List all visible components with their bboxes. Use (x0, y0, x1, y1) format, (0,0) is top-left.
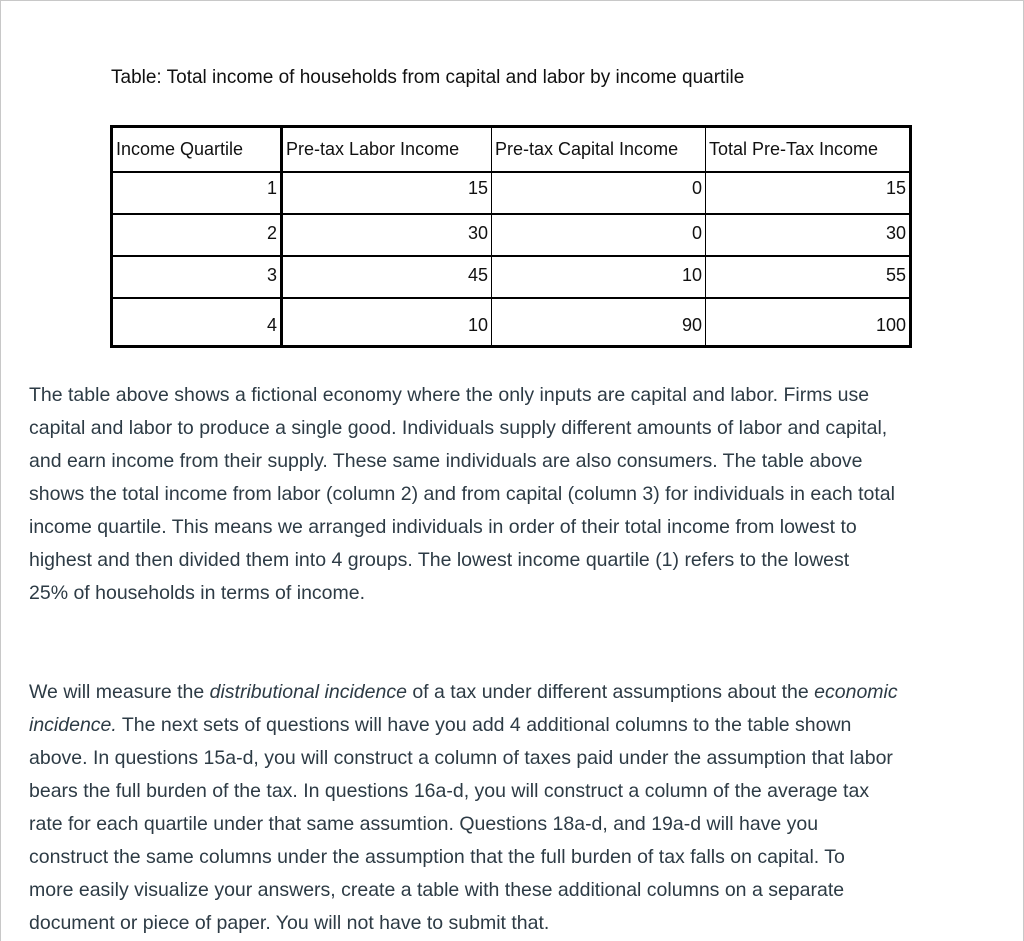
paragraph-line: shows the total income from labor (column 2) and from capital (column 3) for individuals in each total (29, 483, 895, 505)
paragraph-line: capital and labor to produce a single good. Individuals supply different amounts of labor and capital, (29, 417, 888, 439)
header-capital-income: Pre-tax Capital Income (492, 127, 706, 173)
cell-total: 55 (706, 256, 911, 298)
header-labor-income: Pre-tax Labor Income (282, 127, 492, 173)
table-row (112, 298, 911, 346)
term-economic: economic (814, 681, 898, 703)
header-income-quartile: Income Quartile (112, 127, 282, 173)
text-run: We will measure the (29, 681, 210, 703)
cell-labor: 45 (282, 256, 492, 298)
income-table (110, 125, 912, 348)
paragraph-line: construct the same columns under the assumption that the full burden of tax falls on capital. To (29, 846, 845, 868)
paragraph-line: income quartile. This means we arranged individuals in order of their total income from lowest to (29, 516, 857, 538)
cell-labor: 30 (282, 214, 492, 256)
cell-quartile: 1 (112, 172, 282, 214)
cell-capital: 0 (492, 214, 706, 256)
paragraph-incidence-instructions (29, 676, 1004, 940)
paragraph-line: and earn income from their supply. These same individuals are also consumers. The table above (29, 450, 863, 472)
header-total-income: Total Pre-Tax Income (706, 127, 911, 173)
paragraph-line: rate for each quartile under that same assumtion. Questions 18a-d, and 19a-d will have you (29, 813, 819, 835)
term-incidence: incidence. (29, 714, 117, 736)
text-run: of a tax under different assumptions about the (406, 681, 815, 703)
paragraph-line: The table above shows a fictional economy where the only inputs are capital and labor. Firms use (29, 384, 870, 406)
table-row (112, 214, 911, 256)
term-distributional-incidence: distributional incidence (209, 681, 407, 703)
cell-quartile: 3 (112, 256, 282, 298)
paragraph-line: highest and then divided them into 4 groups. The lowest income quartile (1) refers to the lowest (29, 549, 850, 571)
cell-capital: 0 (492, 172, 706, 214)
table-header-row (112, 127, 911, 173)
paragraph-line: bears the full burden of the tax. In questions 16a-d, you will construct a column of the average tax (29, 780, 870, 802)
cell-total: 30 (706, 214, 911, 256)
paragraph-economy-description (29, 379, 1004, 610)
table-row (112, 172, 911, 214)
page-left-border (0, 0, 1, 941)
table-caption: Table: Total income of households from capital and labor by income quartile (111, 67, 745, 88)
page-top-border (0, 0, 1024, 1)
table-row (112, 256, 911, 298)
paragraph-line: more easily visualize your answers, create a table with these additional columns on a separate (29, 879, 845, 901)
cell-quartile: 2 (112, 214, 282, 256)
cell-capital: 10 (492, 256, 706, 298)
paragraph-line: above. In questions 15a-d, you will construct a column of taxes paid under the assumption that labor (29, 747, 893, 769)
cell-total: 15 (706, 172, 911, 214)
text-run: The next sets of questions will have you add 4 additional columns to the table shown (116, 714, 852, 736)
cell-quartile: 4 (112, 298, 282, 346)
paragraph-line: document or piece of paper. You will not have to submit that. (29, 912, 550, 934)
cell-labor: 15 (282, 172, 492, 214)
cell-capital: 90 (492, 298, 706, 346)
paragraph-line: 25% of households in terms of income. (29, 582, 366, 604)
cell-total: 100 (706, 298, 911, 346)
cell-labor: 10 (282, 298, 492, 346)
